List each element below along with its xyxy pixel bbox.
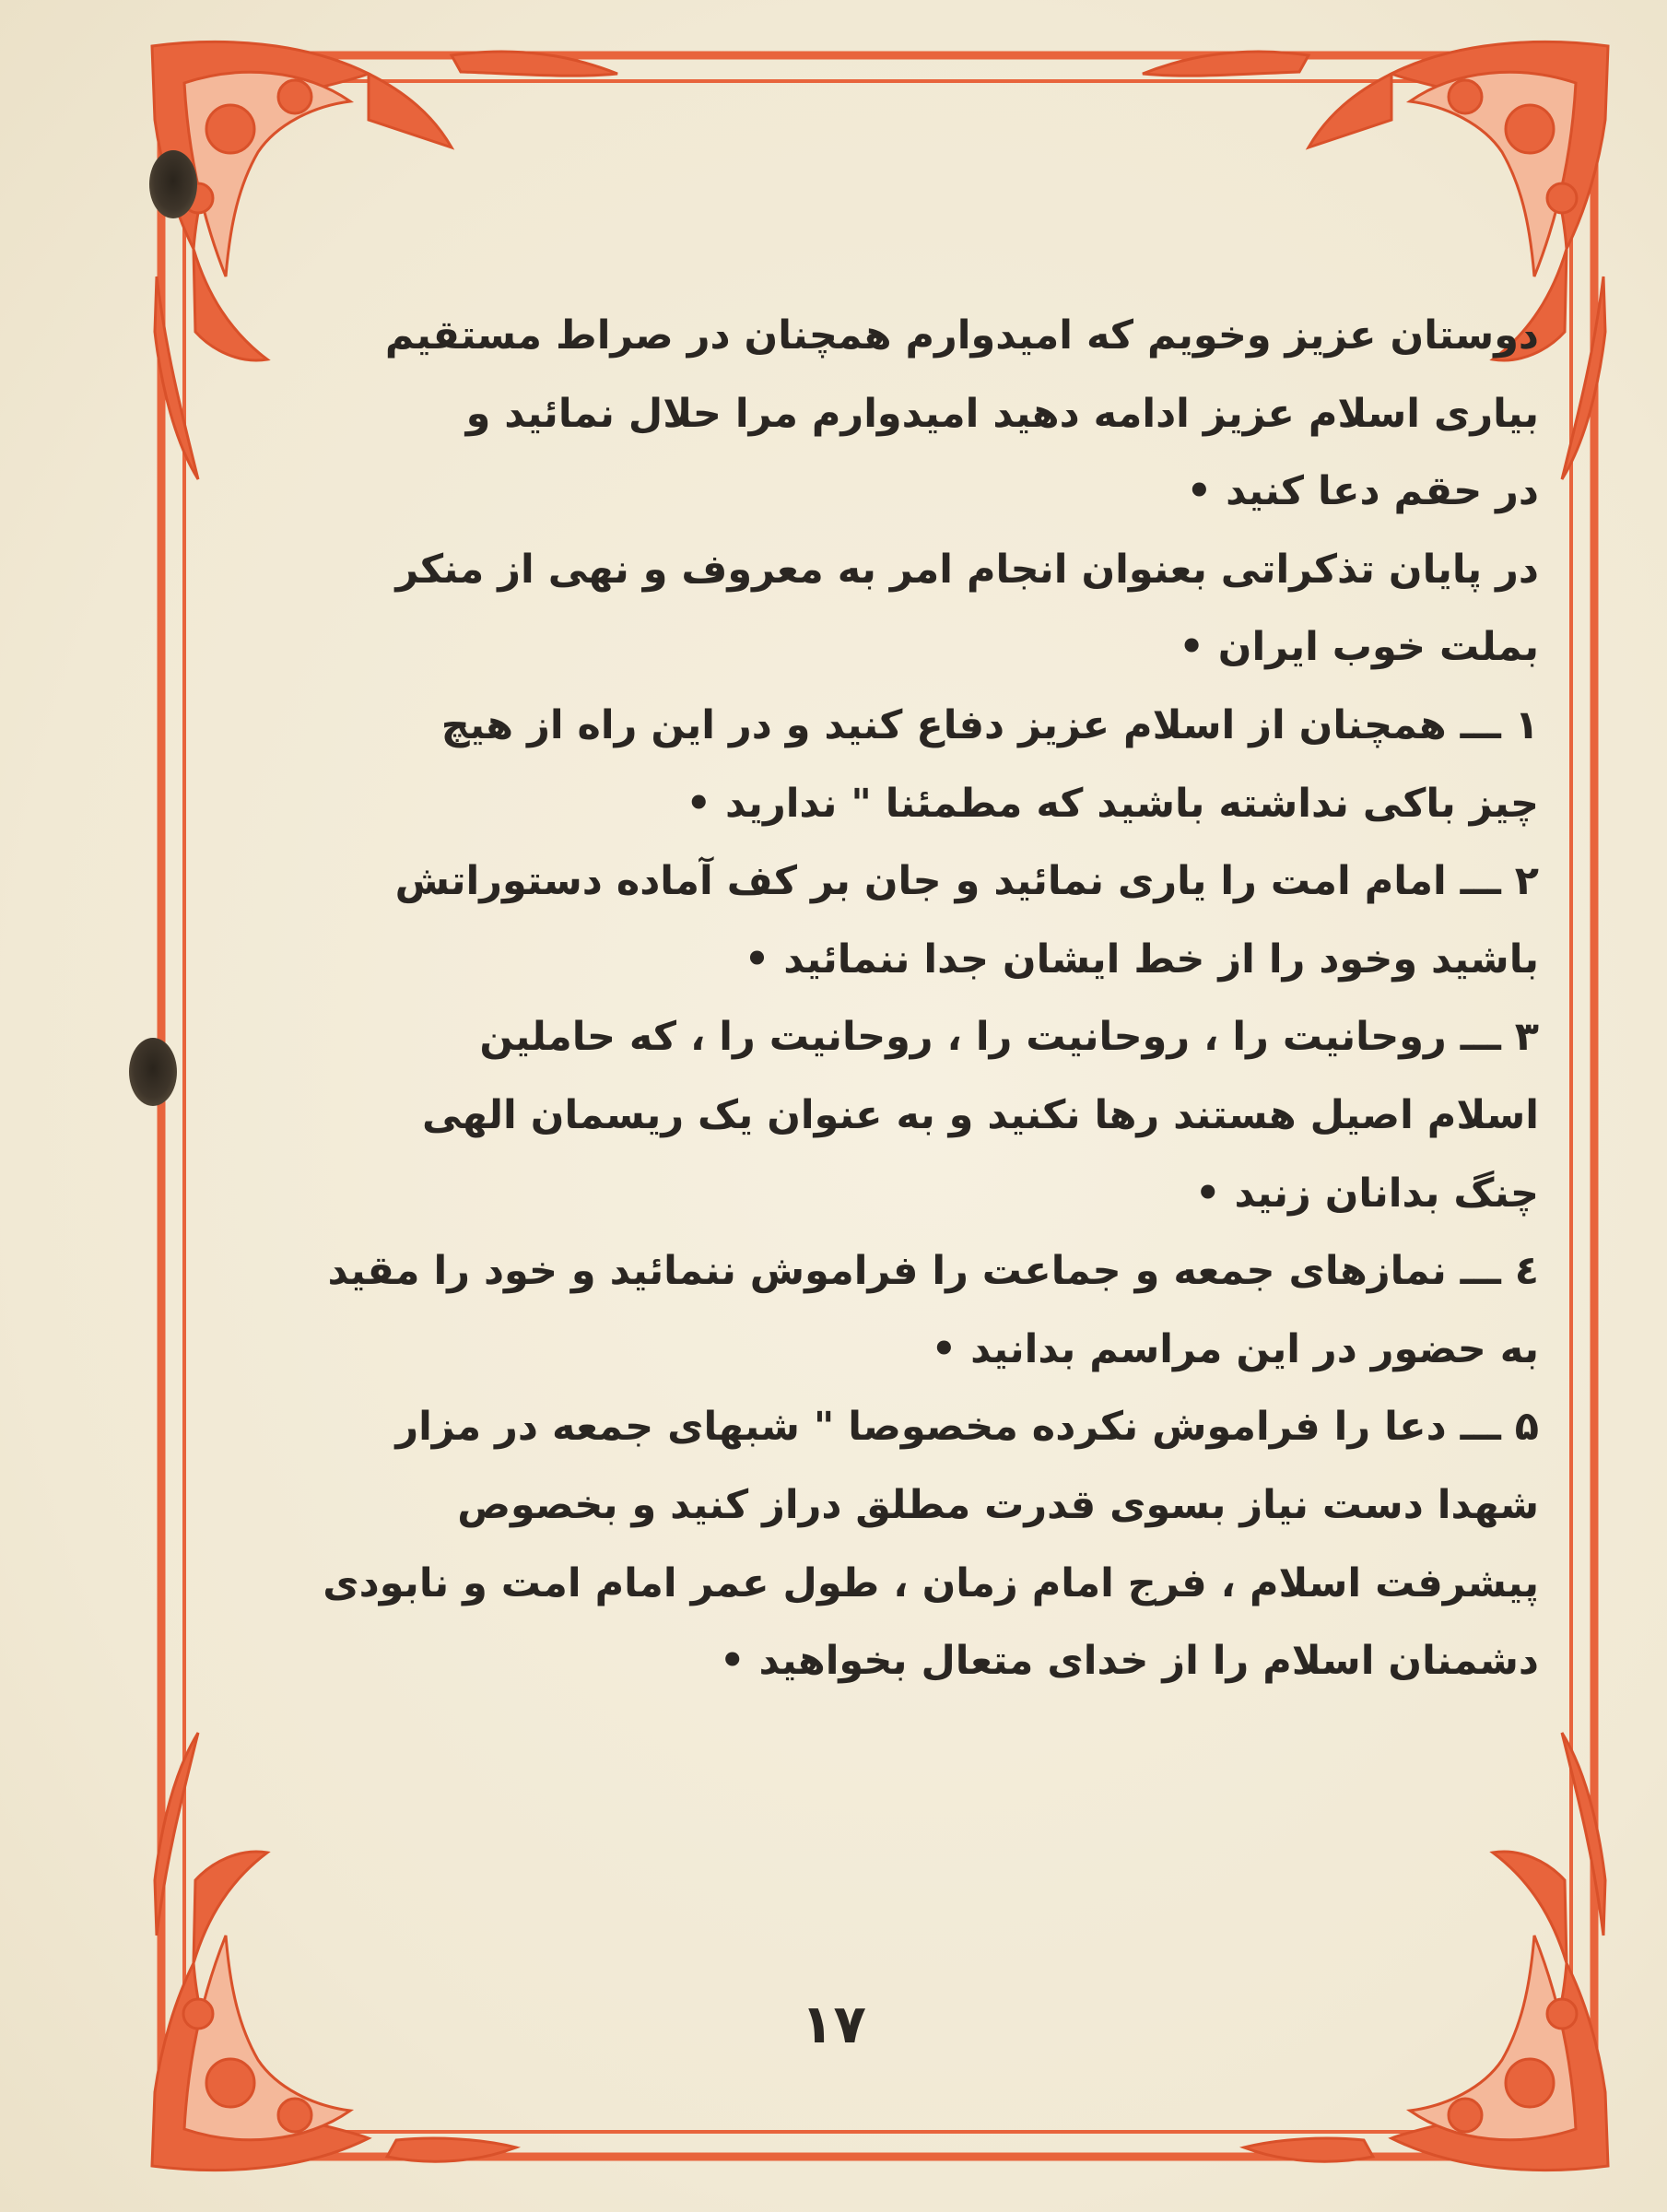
binder-hole-middle — [129, 1038, 177, 1106]
text-line: ٤ ـــ نمازهای جمعه و جماعت را فراموش ننمائید و خود را مقید — [327, 1248, 1539, 1295]
text-line: ۵ ـــ دعا را فراموش نکرده مخصوصا " شبهای جمعه در مزار — [395, 1404, 1539, 1451]
text-line: بملت خوب ایران • — [1179, 624, 1539, 671]
body-text — [276, 297, 1539, 1700]
text-line: در پایان تذکراتی بعنوان انجام امر به معروف و نهی از منکر — [395, 546, 1539, 593]
text-line: دشمنان اسلام را از خدای متعال بخواهید • — [720, 1638, 1539, 1685]
text-line: دوستان عزیز وخویم که امیدوارم همچنان در صراط مستقیم — [384, 312, 1539, 359]
text-line: ۲ ـــ امام امت را یاری نمائید و جان بر کف آماده دستوراتش — [394, 858, 1539, 905]
text-line: بیاری اسلام عزیز ادامه دهید امیدوارم مرا حلال نمائید و — [465, 390, 1539, 437]
text-line: ۳ ـــ روحانیت را ، روحانیت را ، روحانیت را ، که حاملین — [479, 1014, 1539, 1061]
text-line: در حقم دعا کنید • — [1186, 468, 1539, 515]
text-line: ۱ ـــ همچنان از اسلام عزیز دفاع کنید و در این راه از هیچ — [440, 701, 1539, 748]
corner-ornament-bottom-right — [1244, 1733, 1608, 2171]
binder-hole-top — [149, 150, 197, 218]
page-number: ۱۷ — [801, 1993, 866, 2055]
text-line: به حضور در این مراسم بدانید • — [931, 1325, 1539, 1372]
text-line: چیز باکی نداشته باشید که مطمئنا " ندارید • — [686, 780, 1539, 827]
text-line: اسلام اصیل هستند رها نکنید و به عنوان یک ریسمان الهی — [422, 1091, 1539, 1138]
text-line: چنگ بدانان زنید • — [1195, 1170, 1539, 1217]
text-line: شهدا دست نیاز بسوی قدرت مطلق دراز کنید و بخصوص — [457, 1481, 1539, 1528]
text-line: باشید وخود را از خط ایشان جدا ننمائید • — [744, 935, 1539, 982]
text-line: پیشرفت اسلام ، فرج امام زمان ، طول عمر امام امت و نابودی — [323, 1559, 1539, 1606]
corner-ornament-bottom-left — [152, 1733, 516, 2171]
